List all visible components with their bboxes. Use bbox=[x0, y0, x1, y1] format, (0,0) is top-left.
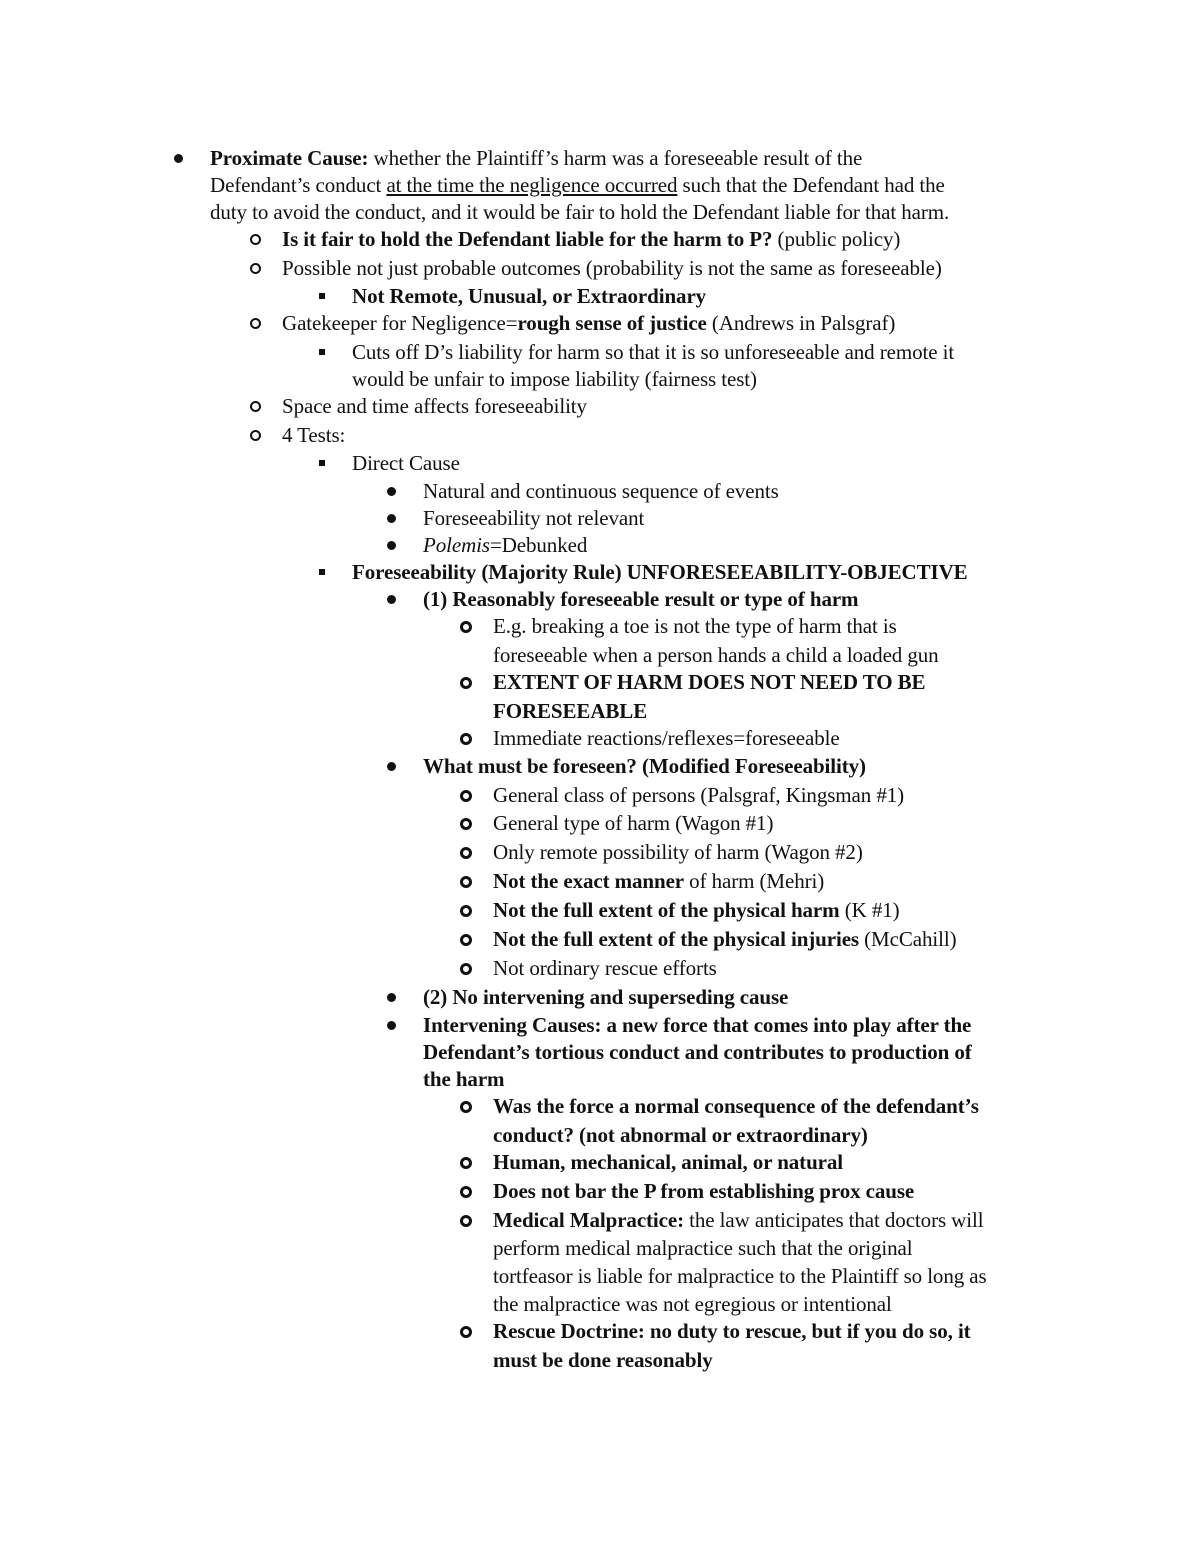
outline-line bbox=[493, 668, 925, 696]
text-segment: FORESEEABLE bbox=[493, 699, 648, 723]
text-segment: Polemis bbox=[423, 533, 490, 557]
text-segment: Defendant’s conduct bbox=[210, 173, 387, 197]
outline-line bbox=[282, 254, 942, 282]
text-segment: Space and time affects foreseeability bbox=[282, 394, 587, 418]
bullet-square-icon bbox=[319, 460, 325, 466]
outline-line bbox=[423, 585, 858, 613]
bullet-dot-icon bbox=[387, 762, 396, 771]
text-segment: of harm (Mehri) bbox=[684, 869, 825, 893]
text-segment: whether the Plaintiff’s harm was a foreseeable result of the bbox=[368, 146, 863, 170]
text-segment: E.g. breaking a toe is not the type of harm that is bbox=[493, 614, 897, 638]
text-segment: Was the force a normal consequence of the defendant’s bbox=[493, 1094, 979, 1118]
outline-line bbox=[493, 809, 773, 837]
outline-line bbox=[493, 867, 824, 895]
text-segment: such that the Defendant had the bbox=[677, 173, 945, 197]
text-segment: Not Remote, Unusual, or Extraordinary bbox=[352, 284, 707, 308]
bullet-circle-icon bbox=[250, 401, 261, 412]
text-segment: (public policy) bbox=[772, 227, 901, 251]
text-segment: Gatekeeper for Negligence= bbox=[282, 311, 518, 335]
outline-line bbox=[423, 1011, 971, 1039]
text-segment: (K #1) bbox=[839, 898, 900, 922]
text-segment: (1) Reasonably foreseeable result or type of harm bbox=[423, 587, 859, 611]
text-segment: General type of harm (Wagon #1) bbox=[493, 811, 774, 835]
text-segment: Direct Cause bbox=[352, 451, 460, 475]
text-segment: Cuts off D’s liability for harm so that it is so unforeseeable and remote it bbox=[352, 340, 955, 364]
outline-line bbox=[493, 1262, 987, 1290]
outline-line bbox=[493, 1121, 868, 1149]
outline-line bbox=[493, 1177, 914, 1205]
outline-line bbox=[210, 198, 949, 226]
outline-line bbox=[352, 558, 968, 586]
outline-line bbox=[423, 983, 788, 1011]
text-segment: perform medical malpractice such that the original bbox=[493, 1236, 913, 1260]
text-segment: What must be foreseen? (Modified Foreseeability) bbox=[423, 754, 866, 778]
text-segment: the harm bbox=[423, 1067, 505, 1091]
text-segment: must be done reasonably bbox=[493, 1348, 713, 1372]
text-segment: the law anticipates that doctors will bbox=[684, 1208, 984, 1232]
outline-line bbox=[493, 724, 840, 752]
bullet-circle-icon bbox=[460, 876, 472, 888]
bullet-circle-icon bbox=[460, 790, 472, 802]
text-segment: Human, mechanical, animal, or natural bbox=[493, 1150, 844, 1174]
outline-line bbox=[423, 1038, 972, 1066]
outline-line bbox=[423, 1065, 504, 1093]
text-segment: Possible not just probable outcomes (probability is not the same as foreseeable) bbox=[282, 256, 942, 280]
text-segment: Medical Malpractice: bbox=[493, 1208, 684, 1232]
text-segment: duty to avoid the conduct, and it would be fair to hold the Defendant liable for that harm. bbox=[210, 200, 950, 224]
outline-line bbox=[423, 531, 587, 559]
bullet-dot-icon bbox=[387, 514, 396, 523]
bullet-dot-icon bbox=[387, 993, 396, 1002]
bullet-circle-icon bbox=[460, 934, 472, 946]
text-segment: EXTENT OF HARM DOES NOT NEED TO BE bbox=[493, 670, 926, 694]
text-segment: Foreseeability not relevant bbox=[423, 506, 645, 530]
outline-line bbox=[282, 225, 900, 253]
outline-line bbox=[493, 697, 647, 725]
outline-line bbox=[282, 392, 587, 420]
text-segment: would be unfair to impose liability (fairness test) bbox=[352, 367, 757, 391]
text-segment: General class of persons (Palsgraf, Kingsman #1) bbox=[493, 783, 905, 807]
bullet-circle-icon bbox=[250, 234, 261, 245]
text-segment: (Andrews in Palsgraf) bbox=[706, 311, 896, 335]
outline-line bbox=[352, 365, 757, 393]
bullet-circle-icon bbox=[460, 621, 472, 633]
bullet-circle-icon bbox=[460, 1101, 472, 1113]
bullet-circle-icon bbox=[460, 1157, 472, 1169]
outline-line bbox=[493, 1092, 979, 1120]
text-segment: Not ordinary rescue efforts bbox=[493, 956, 717, 980]
text-segment: =Debunked bbox=[489, 533, 588, 557]
text-segment: the malpractice was not egregious or intentional bbox=[493, 1292, 892, 1316]
bullet-circle-icon bbox=[460, 1186, 472, 1198]
bullet-dot-icon bbox=[174, 154, 183, 163]
bullet-square-icon bbox=[319, 569, 325, 575]
bullet-square-icon bbox=[319, 349, 325, 355]
text-segment: conduct? (not abnormal or extraordinary) bbox=[493, 1123, 868, 1147]
outline-line bbox=[493, 1290, 892, 1318]
text-segment: Immediate reactions/reflexes=foreseeable bbox=[493, 726, 840, 750]
outline-line bbox=[282, 309, 895, 337]
text-segment: foreseeable when a person hands a child a loaded gun bbox=[493, 643, 939, 667]
outline-line bbox=[493, 781, 904, 809]
bullet-circle-icon bbox=[460, 733, 472, 745]
outline-line bbox=[493, 925, 956, 953]
outline-line bbox=[493, 612, 897, 640]
text-segment: Intervening Causes: a new force that comes into play after the bbox=[423, 1013, 972, 1037]
bullet-circle-icon bbox=[460, 818, 472, 830]
text-segment: Defendant’s tortious conduct and contributes to production of bbox=[423, 1040, 972, 1064]
bullet-circle-icon bbox=[460, 905, 472, 917]
outline-line bbox=[493, 1206, 983, 1234]
outline-line bbox=[493, 954, 717, 982]
outline-line bbox=[493, 1234, 913, 1262]
bullet-circle-icon bbox=[460, 677, 472, 689]
outline-line bbox=[493, 896, 900, 924]
bullet-circle-icon bbox=[250, 430, 261, 441]
outline-line bbox=[423, 752, 866, 780]
text-segment: at the time the negligence occurred bbox=[386, 173, 678, 197]
bullet-circle-icon bbox=[460, 847, 472, 859]
outline-line bbox=[282, 421, 345, 449]
bullet-dot-icon bbox=[387, 595, 396, 604]
bullet-circle-icon bbox=[460, 1326, 472, 1338]
text-segment: (2) No intervening and superseding cause bbox=[423, 985, 789, 1009]
outline-line bbox=[423, 504, 644, 532]
text-segment: Natural and continuous sequence of events bbox=[423, 479, 779, 503]
outline-line bbox=[210, 144, 862, 172]
outline-line bbox=[493, 641, 939, 669]
text-segment: Rescue Doctrine: no duty to rescue, but if you do so, it bbox=[493, 1319, 971, 1343]
outline-line bbox=[352, 282, 706, 310]
text-segment: (McCahill) bbox=[859, 927, 957, 951]
outline-line bbox=[493, 1317, 971, 1345]
text-segment: Only remote possibility of harm (Wagon #2) bbox=[493, 840, 863, 864]
text-segment: rough sense of justice bbox=[517, 311, 707, 335]
text-segment: Not the full extent of the physical harm bbox=[493, 898, 840, 922]
outline-line bbox=[493, 1148, 843, 1176]
bullet-circle-icon bbox=[460, 1215, 472, 1227]
text-segment: tortfeasor is liable for malpractice to the Plaintiff so long as bbox=[493, 1264, 987, 1288]
bullet-circle-icon bbox=[250, 318, 261, 329]
outline-line bbox=[352, 449, 460, 477]
bullet-dot-icon bbox=[387, 487, 396, 496]
outline-line bbox=[210, 171, 945, 199]
bullet-dot-icon bbox=[387, 1021, 396, 1030]
outline-line bbox=[352, 338, 954, 366]
text-segment: Foreseeability (Majority Rule) UNFORESEEABILITY-OBJECTIVE bbox=[352, 560, 968, 584]
text-segment: Is it fair to hold the Defendant liable for the harm to P? bbox=[282, 227, 773, 251]
outline-line bbox=[423, 477, 779, 505]
outline-line bbox=[493, 838, 863, 866]
bullet-circle-icon bbox=[250, 263, 261, 274]
text-segment: 4 Tests: bbox=[282, 423, 346, 447]
text-segment: Not the full extent of the physical injuries bbox=[493, 927, 859, 951]
outline-line bbox=[493, 1346, 713, 1374]
bullet-square-icon bbox=[319, 293, 325, 299]
text-segment: Proximate Cause: bbox=[210, 146, 369, 170]
text-segment: Does not bar the P from establishing prox cause bbox=[493, 1179, 915, 1203]
text-segment: Not the exact manner bbox=[493, 869, 685, 893]
bullet-circle-icon bbox=[460, 963, 472, 975]
bullet-dot-icon bbox=[387, 541, 396, 550]
